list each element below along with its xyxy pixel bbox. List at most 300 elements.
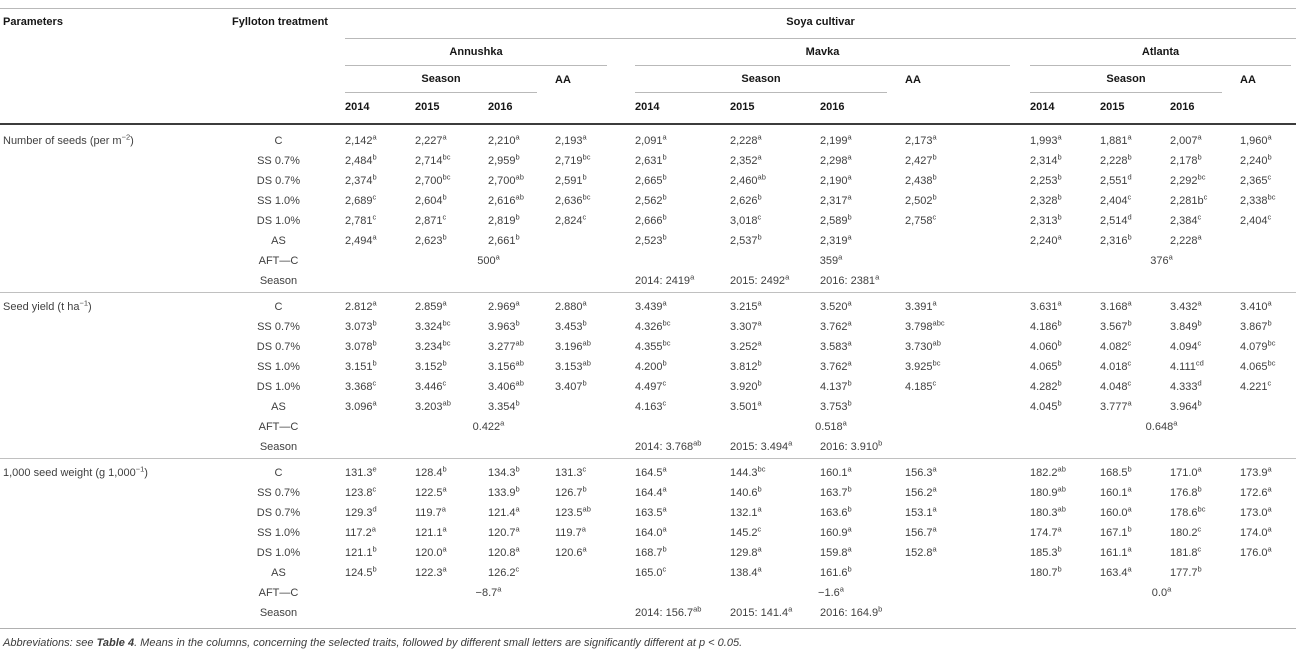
aa-header: AA — [555, 74, 571, 86]
data-cell: 120.7$^a$ — [488, 524, 520, 539]
treatment-label: DS 0.7% — [256, 341, 301, 353]
data-cell: 182.2$^{ab}$ — [1030, 459, 1100, 485]
data-cell: 4.048$^c$ — [1100, 378, 1132, 393]
data-cell: 2,193$^a$ — [555, 132, 587, 147]
data-cell: 2,253$^b$ — [1030, 172, 1062, 187]
param-label — [0, 232, 215, 252]
table-header — [0, 9, 1296, 125]
treatment-label: AFT—C — [258, 421, 299, 433]
cultivar-header — [1030, 39, 1296, 67]
treatment-label: AFT—C — [258, 587, 299, 599]
data-cell: 2,404$^c$ — [1100, 192, 1132, 207]
treatment-label: Season — [215, 604, 345, 629]
data-cell: 128.4$^b$ — [415, 459, 488, 485]
data-cell: 2.812$^a$ — [345, 293, 415, 319]
treatment-label: DS 1.0% — [256, 381, 301, 393]
data-cell: 4.186$^b$ — [1030, 318, 1062, 333]
data-cell: 2,338$^{bc}$ — [1240, 192, 1276, 207]
data-cell: 138.4$^a$ — [730, 564, 762, 579]
data-cell: 131.3$^c$ — [555, 459, 635, 485]
spacer-cell — [1240, 93, 1296, 124]
data-cell: 3.520$^a$ — [820, 293, 905, 319]
data-cell: 121.4$^a$ — [488, 504, 520, 519]
data-cell: 2,404$^c$ — [1240, 212, 1272, 227]
param-label — [0, 172, 215, 192]
param-label — [0, 544, 215, 564]
data-cell: 156.2$^a$ — [905, 484, 937, 499]
data-cell: 129.8$^a$ — [730, 544, 762, 559]
data-cell: 2,210$^a$ — [488, 132, 520, 147]
data-cell: 2,636$^{bc}$ — [555, 192, 591, 207]
season-header — [345, 66, 555, 93]
season-header — [635, 66, 905, 93]
cultivar-header — [345, 39, 635, 67]
param-label — [0, 318, 215, 338]
data-cell: 126.7$^b$ — [555, 484, 587, 499]
data-cell: 2,199$^a$ — [820, 132, 852, 147]
season-value: 2016: 3.910$^b$ — [820, 438, 883, 453]
data-cell: 160.1$^a$ — [820, 459, 905, 485]
data-cell: 4.221$^c$ — [1240, 378, 1272, 393]
data-cell: 185.3$^b$ — [1030, 544, 1062, 559]
year-header: 2014 — [345, 93, 415, 124]
data-cell: 4.163$^c$ — [635, 398, 667, 413]
data-cell: 3,018$^c$ — [730, 212, 762, 227]
data-cell — [905, 564, 1030, 584]
aft-value: 359$^a$ — [819, 252, 843, 267]
data-cell: 3.631$^a$ — [1030, 293, 1100, 319]
data-cell: 164.0$^a$ — [635, 524, 667, 539]
spacer-cell — [0, 66, 215, 93]
data-cell: 2,352$^a$ — [730, 152, 762, 167]
data-cell: 2,328$^b$ — [1030, 192, 1062, 207]
aft-value: 0.518$^a$ — [815, 418, 847, 433]
data-cell: 2,551$^d$ — [1100, 172, 1132, 187]
data-cell: 3.410$^a$ — [1240, 293, 1296, 319]
data-cell: 4.045$^b$ — [1030, 398, 1062, 413]
data-cell: 3.920$^b$ — [730, 378, 762, 393]
data-cell: 123.8$^c$ — [345, 484, 377, 499]
data-cell: 4.079$^{bc}$ — [1240, 338, 1276, 353]
data-cell: 3.391$^a$ — [905, 293, 1030, 319]
data-cell: 121.1$^b$ — [345, 544, 377, 559]
data-cell: 123.5$^{ab}$ — [555, 504, 591, 519]
table-row — [0, 398, 1296, 418]
data-cell: 2,494$^a$ — [345, 232, 377, 247]
data-cell — [1240, 564, 1296, 584]
data-cell: 3.798$^{abc}$ — [905, 318, 945, 333]
data-cell: 2,319$^a$ — [820, 232, 852, 247]
data-cell: 4.200$^b$ — [635, 358, 667, 373]
data-cell: 2,292$^{bc}$ — [1170, 172, 1206, 187]
results-table — [0, 8, 1296, 629]
param-label: 1,000 seed weight (g $1,000^{-1}$) — [0, 459, 215, 485]
data-cell: 131.3e — [345, 459, 415, 485]
data-cell: 2,781$^c$ — [345, 212, 377, 227]
spacer-cell — [905, 93, 1030, 124]
data-cell: 3.203$^{ab}$ — [415, 398, 451, 413]
data-cell: 3.762$^a$ — [820, 318, 852, 333]
aft-value: 500$^a$ — [477, 252, 500, 267]
table-row — [0, 338, 1296, 358]
treatment-label: AFT—C — [258, 255, 299, 267]
data-cell: 173.9$^a$ — [1240, 459, 1296, 485]
data-cell: 180.2$^c$ — [1170, 524, 1202, 539]
data-cell: 2,589$^b$ — [820, 212, 852, 227]
data-cell: 3.252$^a$ — [730, 338, 762, 353]
param-label — [0, 438, 215, 459]
data-cell: 2.880$^a$ — [555, 293, 635, 319]
data-cell: 3.439$^a$ — [635, 293, 730, 319]
data-cell: 4.326$^{bc}$ — [635, 318, 671, 333]
param-label — [0, 398, 215, 418]
data-cell: 159.8$^a$ — [820, 544, 852, 559]
data-cell: 3.849$^b$ — [1170, 318, 1202, 333]
data-cell: 163.6$^b$ — [820, 504, 852, 519]
data-cell: 3.753$^b$ — [820, 398, 852, 413]
data-cell: 2,661$^b$ — [488, 232, 520, 247]
data-cell: 124.5$^b$ — [345, 564, 377, 579]
data-cell — [1030, 438, 1296, 459]
param-label: Seed yield (t $ha^{-1}$) — [0, 293, 215, 319]
treatment-label: SS 1.0% — [257, 361, 300, 373]
param-label — [0, 418, 215, 438]
footnote-text: . Means in the columns, concerning the selected traits, followed by different small letters are significantly different at p < 0.05. — [134, 637, 743, 649]
aft-row — [0, 584, 1296, 604]
data-cell: 2,228$^a$ — [730, 132, 762, 147]
data-cell: 3.078$^b$ — [345, 338, 377, 353]
year-header: 2016 — [820, 93, 905, 124]
aft-value: −1.6$^a$ — [818, 584, 844, 599]
data-cell — [345, 272, 635, 293]
data-cell: 117.2$^a$ — [345, 524, 376, 539]
data-cell: 2,689$^c$ — [345, 192, 377, 207]
footnote-text: Abbreviations: see — [3, 637, 97, 649]
table-row — [0, 504, 1296, 524]
data-cell: 120.8$^a$ — [488, 544, 520, 559]
year-header: 2015 — [415, 93, 488, 124]
data-cell: 140.6$^b$ — [730, 484, 762, 499]
spacer-cell — [0, 93, 215, 124]
table-row — [0, 152, 1296, 172]
treatment-label: AS — [271, 235, 286, 247]
treatment-label: C — [215, 293, 345, 319]
data-cell: 180.3$^{ab}$ — [1030, 504, 1066, 519]
data-cell: 2,719$^{bc}$ — [555, 152, 591, 167]
data-cell: 1,960$^a$ — [1240, 132, 1272, 147]
data-cell: 4.497$^c$ — [635, 378, 667, 393]
param-label — [0, 358, 215, 378]
data-cell: 2,427$^b$ — [905, 152, 937, 167]
param-label — [0, 524, 215, 544]
data-cell: 156.3$^a$ — [905, 459, 1030, 485]
data-cell: 163.7$^b$ — [820, 484, 852, 499]
data-cell: 2,316$^b$ — [1100, 232, 1132, 247]
data-cell: 161.6$^b$ — [820, 564, 852, 579]
data-cell: 3.096$^a$ — [345, 398, 377, 413]
treatment-label: AS — [271, 401, 286, 413]
cultivar-row — [0, 39, 1296, 67]
data-cell: 2,091$^a$ — [635, 132, 667, 147]
data-cell: 161.1$^a$ — [1100, 544, 1132, 559]
season-value: 2014: 3.768$^{ab}$ — [635, 438, 702, 453]
data-cell — [905, 438, 1030, 459]
data-cell: 133.9$^b$ — [488, 484, 520, 499]
data-cell: 126.2$^c$ — [488, 564, 520, 579]
data-cell: 3.762$^a$ — [820, 358, 852, 373]
data-cell: 2,623$^b$ — [415, 232, 447, 247]
data-cell: 4.355$^{bc}$ — [635, 338, 671, 353]
data-cell: 171.0$^a$ — [1170, 459, 1240, 485]
data-cell: 3.567$^b$ — [1100, 318, 1132, 333]
aft-value: 0.0$^a$ — [1151, 584, 1172, 599]
treatment-label: Season — [259, 441, 298, 453]
data-cell: 129.3$^d$ — [345, 504, 377, 519]
data-cell: 152.8$^a$ — [905, 544, 937, 559]
data-cell: 4.185$^c$ — [905, 378, 937, 393]
param-label — [0, 192, 215, 212]
treatment-label: AS — [271, 567, 286, 579]
data-cell: 2,438$^b$ — [905, 172, 937, 187]
table-row — [0, 459, 1296, 485]
treatment-label: SS 0.7% — [257, 321, 300, 333]
data-cell: 3.867$^b$ — [1240, 318, 1272, 333]
data-cell: 4.018$^c$ — [1100, 358, 1132, 373]
treatment-label: DS 0.7% — [256, 175, 301, 187]
treatment-label: C — [274, 135, 283, 147]
treatment-label: DS 1.0% — [256, 215, 301, 227]
data-cell: 121.1$^a$ — [415, 524, 447, 539]
data-cell: 2,591$^b$ — [555, 172, 587, 187]
data-cell: 2,502$^b$ — [905, 192, 937, 207]
data-cell: 122.3$^a$ — [415, 564, 447, 579]
data-cell — [345, 604, 635, 629]
treatment-label: SS 1.0% — [257, 195, 300, 207]
data-cell: 176.8$^b$ — [1170, 484, 1202, 499]
table-row — [0, 564, 1296, 584]
data-cell: 4.282$^b$ — [1030, 378, 1062, 393]
data-cell: 2,173$^a$ — [905, 132, 937, 147]
table-body — [0, 124, 1296, 629]
data-cell: 2,374$^b$ — [345, 172, 377, 187]
data-cell: 4.065$^b$ — [1030, 358, 1062, 373]
data-cell: 2,460$^{ab}$ — [730, 172, 766, 187]
data-cell: 3.446$^c$ — [415, 378, 447, 393]
data-cell: $2,281b^c$ — [1170, 192, 1208, 207]
table-row — [0, 212, 1296, 232]
data-cell: 122.5$^a$ — [415, 484, 447, 499]
data-cell: 2,666$^b$ — [635, 212, 667, 227]
data-cell: 160.1$^a$ — [1100, 484, 1132, 499]
data-cell: 165.0$^c$ — [635, 564, 667, 579]
data-cell — [555, 232, 635, 252]
data-cell: 120.6$^a$ — [555, 544, 587, 559]
data-cell: 2,871$^c$ — [415, 212, 447, 227]
aft-value: 376$^a$ — [1150, 252, 1173, 267]
data-cell: 2,758$^c$ — [905, 212, 937, 227]
year-header: 2014 — [635, 93, 730, 124]
parameters-header: Parameters — [0, 9, 215, 39]
table-row — [0, 192, 1296, 212]
season-value: 2014: 2419$^a$ — [635, 272, 695, 287]
cultivar-header — [635, 39, 1030, 67]
data-cell: 2,514$^d$ — [1100, 212, 1132, 227]
data-cell: 2,240$^b$ — [1240, 152, 1272, 167]
data-cell: 2,228$^a$ — [1170, 232, 1202, 247]
aft-row — [0, 418, 1296, 438]
data-cell: 180.7$^b$ — [1030, 564, 1062, 579]
season-label: Season — [635, 66, 887, 93]
data-cell: 2,665$^b$ — [635, 172, 667, 187]
soya-cultivar-header: Soya cultivar — [345, 9, 1296, 39]
data-cell: 2,604$^b$ — [415, 192, 447, 207]
year-header: 2015 — [1100, 93, 1170, 124]
param-label — [0, 338, 215, 358]
treatment-label: SS 0.7% — [257, 487, 300, 499]
header-row — [0, 9, 1296, 39]
spacer-cell — [215, 39, 345, 67]
data-cell: 3.432$^a$ — [1170, 293, 1240, 319]
param-label — [0, 152, 215, 172]
data-cell: 2,384$^c$ — [1170, 212, 1202, 227]
season-header — [1030, 66, 1240, 93]
data-cell: 4.065$^{bc}$ — [1240, 358, 1276, 373]
season-label: Season — [1030, 66, 1222, 93]
aft-value: −8.7$^a$ — [475, 584, 502, 599]
aa-header: AA — [1240, 74, 1256, 86]
data-cell: 2,313$^b$ — [1030, 212, 1062, 227]
data-cell: 172.6$^a$ — [1240, 484, 1272, 499]
data-cell: 2,700$^{ab}$ — [488, 172, 524, 187]
data-cell: 163.5$^a$ — [635, 504, 667, 519]
data-cell: 3.168$^a$ — [1100, 293, 1170, 319]
data-cell: 3.324$^{bc}$ — [415, 318, 451, 333]
data-cell: 2,240$^a$ — [1030, 232, 1062, 247]
table-row — [0, 172, 1296, 192]
param-label — [0, 584, 215, 604]
param-label — [0, 484, 215, 504]
data-cell: 2,317$^a$ — [820, 192, 852, 207]
data-cell: 3.277$^{ab}$ — [488, 338, 524, 353]
season-value: 2015: 3.494$^a$ — [730, 438, 793, 453]
data-cell: 3.453$^b$ — [555, 318, 587, 333]
data-cell: 2,959$^b$ — [488, 152, 520, 167]
data-cell: 2,314$^b$ — [1030, 152, 1062, 167]
data-cell: 3.368$^c$ — [345, 378, 377, 393]
data-cell: 2.859$^a$ — [415, 293, 488, 319]
spacer-cell — [215, 66, 345, 93]
data-cell — [905, 604, 1030, 629]
data-cell: 1,993$^a$ — [1030, 132, 1062, 147]
year-header: 2016 — [1170, 93, 1240, 124]
data-cell: 164.5$^a$ — [635, 459, 730, 485]
spacer-cell — [0, 39, 215, 67]
data-cell: 2,484$^b$ — [345, 152, 377, 167]
data-cell: 2,007$^a$ — [1170, 132, 1202, 147]
data-cell: 1,881$^a$ — [1100, 132, 1132, 147]
data-cell: 2,819$^b$ — [488, 212, 520, 227]
data-cell: 4.137$^b$ — [820, 378, 852, 393]
data-cell: 3.152$^b$ — [415, 358, 447, 373]
data-cell: 132.1$^a$ — [730, 504, 762, 519]
param-label — [0, 564, 215, 584]
data-cell: 3.354$^b$ — [488, 398, 520, 413]
data-cell: 119.7$^a$ — [555, 524, 586, 539]
data-cell — [1030, 272, 1296, 293]
data-cell: 119.7$^a$ — [415, 504, 446, 519]
table-row — [0, 484, 1296, 504]
data-cell: 174.0$^a$ — [1240, 524, 1272, 539]
data-cell: 4.111$^{cd}$ — [1170, 358, 1204, 373]
data-cell: 4.082$^c$ — [1100, 338, 1132, 353]
table-row — [0, 544, 1296, 564]
data-cell: 168.5$^b$ — [1100, 459, 1170, 485]
data-cell: 2,714$^{bc}$ — [415, 152, 451, 167]
year-header: 2014 — [1030, 93, 1100, 124]
data-cell: 178.6$^{bc}$ — [1170, 504, 1206, 519]
data-cell: 3.964$^b$ — [1170, 398, 1202, 413]
data-cell: 2,562$^b$ — [635, 192, 667, 207]
data-cell — [905, 232, 1030, 252]
data-cell: 2,142$^a$ — [345, 132, 377, 147]
data-cell: 2,227$^a$ — [415, 132, 447, 147]
data-cell: 2,824$^c$ — [555, 212, 587, 227]
data-cell: 3.730$^{ab}$ — [905, 338, 941, 353]
season-label: Season — [345, 66, 537, 93]
param-label — [0, 252, 215, 272]
table-row — [0, 378, 1296, 398]
data-cell: 4.094$^c$ — [1170, 338, 1202, 353]
param-label — [0, 604, 215, 629]
treatment-label: C — [215, 459, 345, 485]
data-cell: 2,365$^c$ — [1240, 172, 1272, 187]
year-header: 2016 — [488, 93, 555, 124]
data-cell — [555, 398, 635, 418]
treatment-label: DS 0.7% — [256, 507, 301, 519]
data-cell: 3.583$^a$ — [820, 338, 852, 353]
year-header: 2015 — [730, 93, 820, 124]
treatment-label: SS 0.7% — [257, 155, 300, 167]
footnote — [0, 629, 1296, 650]
spacer-cell — [555, 93, 635, 124]
season-value: 2016: 2381$^a$ — [820, 272, 880, 287]
season-value: 2015: 2492$^a$ — [730, 272, 790, 287]
data-cell: 3.501$^a$ — [730, 398, 762, 413]
cultivar-label: Annushka — [345, 39, 607, 66]
data-cell: 153.1$^a$ — [905, 504, 937, 519]
aa-header: AA — [905, 74, 921, 86]
data-cell: 3.407$^b$ — [555, 378, 587, 393]
data-cell: 168.7$^b$ — [635, 544, 667, 559]
data-cell: 3.812$^b$ — [730, 358, 762, 373]
param-label: Number of seeds (per $m^{-2}$) — [3, 132, 134, 147]
data-cell: 3.963$^b$ — [488, 318, 520, 333]
season-row — [0, 604, 1296, 629]
data-cell: 160.0$^a$ — [1100, 504, 1132, 519]
table-row — [0, 293, 1296, 319]
treatment-label: SS 1.0% — [257, 527, 300, 539]
data-cell: 164.4$^a$ — [635, 484, 667, 499]
data-cell: 177.7$^b$ — [1170, 564, 1202, 579]
data-cell: 3.307$^a$ — [730, 318, 762, 333]
data-cell: 2.969$^a$ — [488, 293, 555, 319]
season-row — [0, 438, 1296, 459]
season-value: 2016: 164.9$^b$ — [820, 604, 905, 629]
table-row — [0, 124, 1296, 152]
data-cell: 120.0$^a$ — [415, 544, 447, 559]
aft-value: 0.648$^a$ — [1145, 418, 1178, 433]
table-row — [0, 232, 1296, 252]
